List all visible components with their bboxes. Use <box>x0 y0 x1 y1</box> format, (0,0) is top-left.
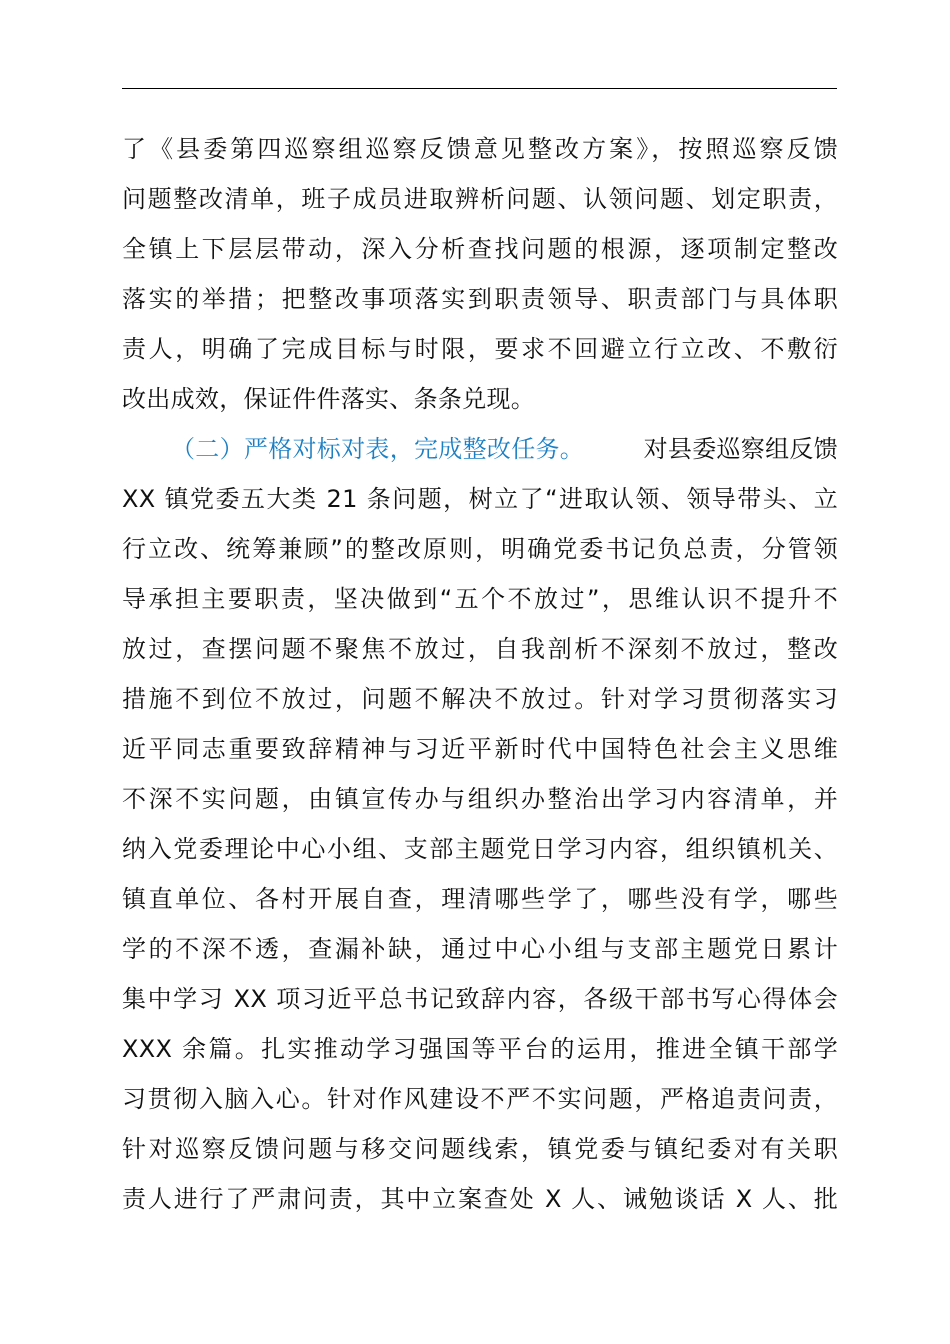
paragraph-2-line-4: 导承担主要职责，坚决做到“五个不放过”，思维认识不提升不 <box>122 585 838 613</box>
section-heading: （二）严格对标对表，完成整改任务。 <box>171 435 585 463</box>
paragraph-2-first-line-rest: 对县委巡察组反馈 <box>643 435 838 463</box>
paragraph-2-line-14: 习贯彻入脑入心。针对作风建设不严不实问题，严格追责问责， <box>122 1085 838 1113</box>
paragraph-2-line-10: 镇直单位、各村开展自查，理清哪些学了，哪些没有学，哪些 <box>122 885 838 913</box>
paragraph-1-line-2: 问题整改清单，班子成员进取辨析问题、认领问题、划定职责， <box>122 185 838 213</box>
paragraph-1-line-3: 全镇上下层层带动，深入分析查找问题的根源，逐项制定整改 <box>122 235 838 263</box>
paragraph-2-line-13: XXX 余篇。扎实推动学习强国等平台的运用，推进全镇干部学 <box>122 1035 838 1063</box>
paragraph-2-line-15: 针对巡察反馈问题与移交问题线索，镇党委与镇纪委对有关职 <box>122 1135 838 1163</box>
paragraph-2-line-9: 纳入党委理论中心小组、支部主题党日学习内容，组织镇机关、 <box>122 835 838 863</box>
paragraph-1-line-4: 落实的举措；把整改事项落实到职责领导、职责部门与具体职 <box>122 285 838 313</box>
paragraph-2-line-11: 学的不深不透，查漏补缺，通过中心小组与支部主题党日累计 <box>122 935 838 963</box>
paragraph-2-first-line <box>171 424 838 474</box>
paragraph-2-line-6: 措施不到位不放过，问题不解决不放过。针对学习贯彻落实习 <box>122 685 838 713</box>
paragraph-2-line-5: 放过，查摆问题不聚焦不放过，自我剖析不深刻不放过，整改 <box>122 635 838 663</box>
paragraph-1-line-5: 责人，明确了完成目标与时限，要求不回避立行立改、不敷衍 <box>122 335 838 363</box>
paragraph-1-line-1: 了《县委第四巡察组巡察反馈意见整改方案》，按照巡察反馈 <box>122 135 838 163</box>
paragraph-2-line-2: XX 镇党委五大类 21 条问题，树立了“进取认领、领导带头、立 <box>122 485 838 513</box>
paragraph-2-line-3: 行立改、统筹兼顾”的整改原则，明确党委书记负总责，分管领 <box>122 535 838 563</box>
paragraph-2-line-12: 集中学习 XX 项习近平总书记致辞内容，各级干部书写心得体会 <box>122 985 838 1013</box>
paragraph-2-line-16: 责人进行了严肃问责，其中立案查处 X 人、诫勉谈话 X 人、批 <box>122 1185 838 1213</box>
paragraph-1-line-6: 改出成效，保证件件落实、条条兑现。 <box>122 385 536 413</box>
paragraph-2-line-7: 近平同志重要致辞精神与习近平新时代中国特色社会主义思维 <box>122 735 838 763</box>
paragraph-2-line-8: 不深不实问题，由镇宣传办与组织办整治出学习内容清单，并 <box>122 785 838 813</box>
